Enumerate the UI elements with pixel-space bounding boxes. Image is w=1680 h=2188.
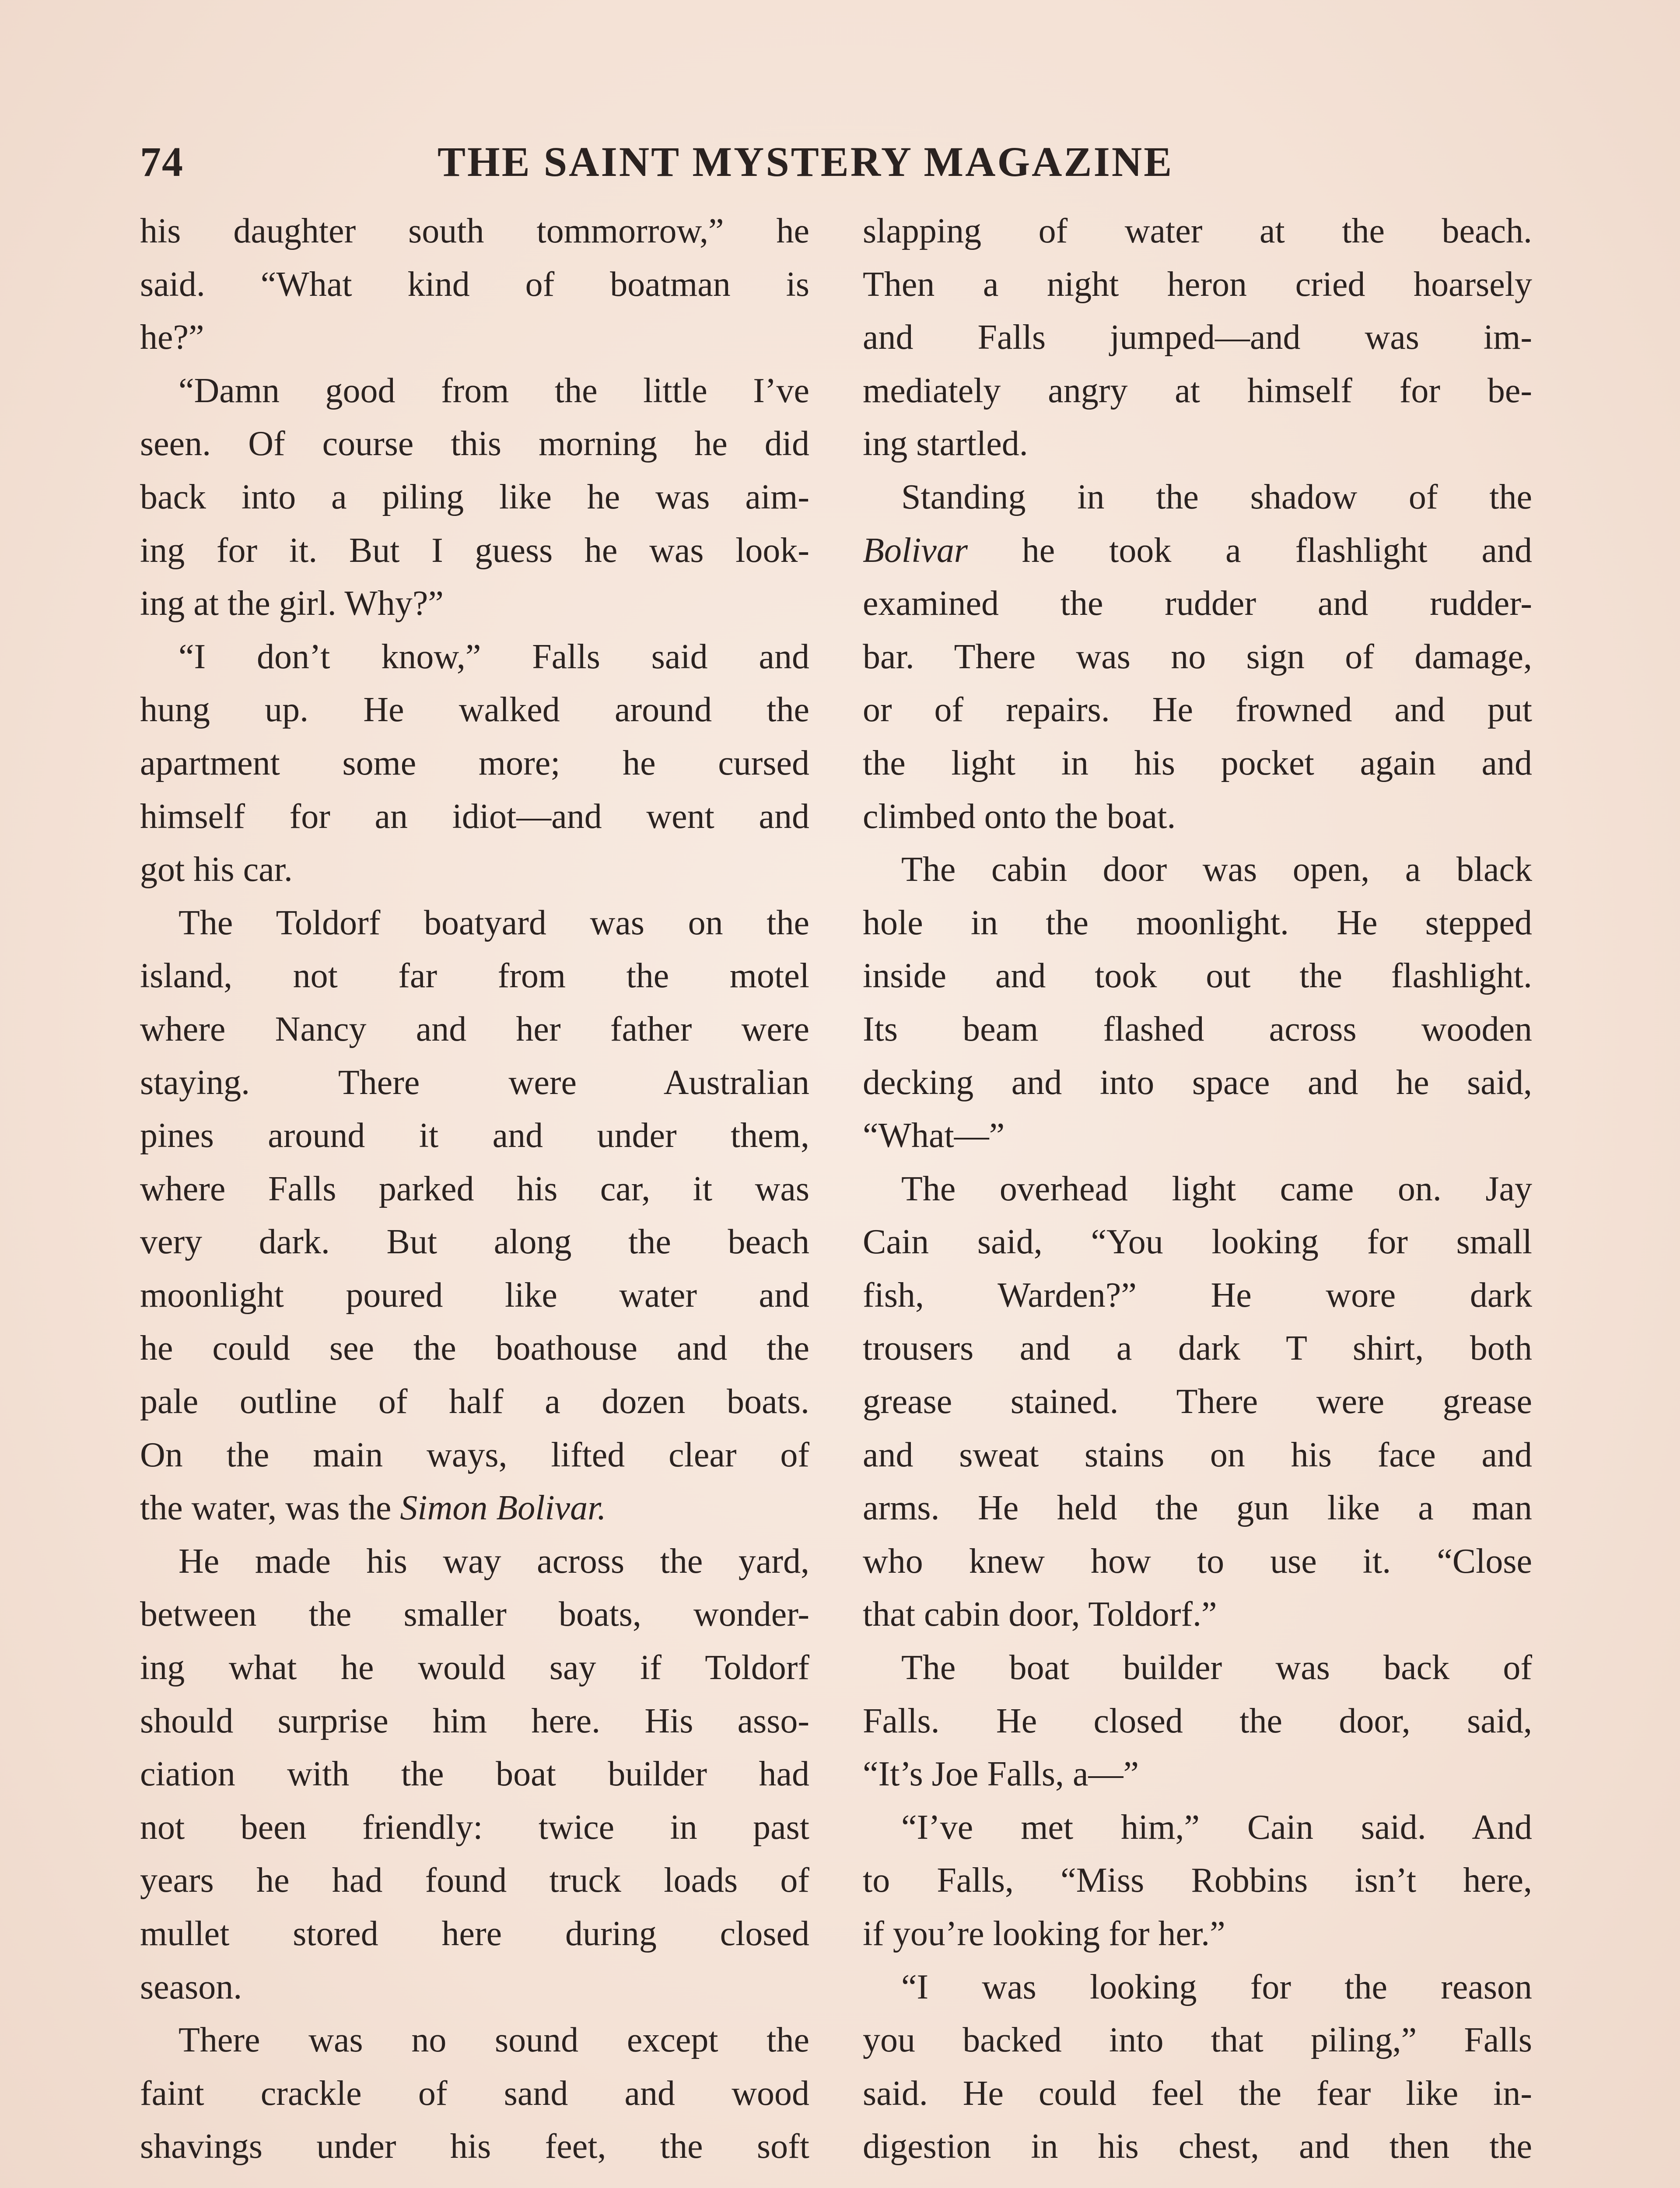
text-line: mediately angry at himself for be-: [863, 371, 1532, 410]
text-line: climbed onto the boat.: [863, 797, 1176, 836]
text-line: and Falls jumped—and was im-: [863, 318, 1532, 357]
text-line: he could see the boathouse and the: [140, 1329, 809, 1368]
text-run: he took a flashlight and: [967, 531, 1532, 570]
text-line: ing what he would say if Toldorf: [140, 1648, 809, 1687]
boat-name: Simon Bolivar.: [400, 1489, 606, 1528]
text-line: examined the rudder and rudder-: [863, 584, 1532, 623]
text-line: Falls. He closed the door, said,: [863, 1701, 1532, 1740]
text-line: “Damn good from the little I’ve: [178, 371, 809, 410]
text-line: Its beam flashed across wooden: [863, 1010, 1532, 1048]
text-line: said. He could feel the fear like in-: [863, 2074, 1532, 2113]
text-line: mullet stored here during closed: [140, 1914, 809, 1953]
text-line: ing for it. But I guess he was look-: [140, 531, 809, 570]
text-line: hole in the moonlight. He stepped: [863, 903, 1532, 942]
text-line: back into a piling like he was aim-: [140, 477, 809, 516]
text-line: Cain said, “You looking for small: [863, 1223, 1532, 1262]
boat-name: Bolivar: [863, 531, 968, 570]
text-line: He made his way across the yard,: [178, 1542, 809, 1581]
page-number: 74: [140, 138, 184, 185]
text-line: where Nancy and her father were: [140, 1010, 809, 1048]
text-line: “I was looking for the reason: [901, 1967, 1532, 2006]
text-line: bar. There was no sign of damage,: [863, 637, 1532, 676]
text-line: pines around it and under them,: [140, 1116, 809, 1155]
magazine-title: THE SAINT MYSTERY MAGAZINE: [438, 138, 1174, 185]
text-line: [140, 1482, 809, 1535]
text-line: faint crackle of sand and wood: [140, 2074, 809, 2113]
text-line: decking and into space and he said,: [863, 1063, 1532, 1102]
text-line: The boat builder was back of: [901, 1648, 1532, 1687]
text-line: grease stained. There were grease: [863, 1382, 1532, 1421]
text-line: ing at the girl. Why?”: [140, 584, 444, 623]
text-line: if you’re looking for her.”: [863, 1914, 1225, 1953]
text-line: to Falls, “Miss Robbins isn’t here,: [863, 1861, 1532, 1900]
text-line: Standing in the shadow of the: [901, 477, 1532, 516]
text-line: he?”: [140, 318, 204, 357]
text-line: got his car.: [140, 850, 293, 889]
page-header: [140, 131, 1540, 193]
text-line: who knew how to use it. “Close: [863, 1542, 1532, 1581]
text-line: hung up. He walked around the: [140, 691, 809, 729]
text-line: inside and took out the flashlight.: [863, 957, 1532, 996]
text-line: There was no sound except the: [178, 2021, 809, 2060]
text-line: fish, Warden?” He wore dark: [863, 1276, 1532, 1315]
text-line: The cabin door was open, a black: [901, 850, 1532, 889]
text-line: seen. Of course this morning he did: [140, 424, 809, 463]
text-line: The Toldorf boatyard was on the: [178, 903, 809, 942]
text-line: years he had found truck loads of: [140, 1861, 809, 1900]
text-line: the light in his pocket again and: [863, 743, 1532, 782]
text-line: or of repairs. He frowned and put: [863, 691, 1532, 729]
text-line: island, not far from the motel: [140, 957, 809, 996]
text-line: and sweat stains on his face and: [863, 1435, 1532, 1474]
text-run: the water, was the: [140, 1489, 400, 1528]
text-line: digestion in his chest, and then the: [863, 2127, 1532, 2166]
text-line: pale outline of half a dozen boats.: [140, 1382, 809, 1421]
text-line: you backed into that piling,” Falls: [863, 2021, 1532, 2060]
text-line: not been friendly: twice in past: [140, 1808, 809, 1847]
text-line: moonlight poured like water and: [140, 1276, 809, 1315]
text-line: between the smaller boats, wonder-: [140, 1595, 809, 1634]
text-line: [863, 524, 1532, 578]
text-line: Then a night heron cried hoarsely: [863, 265, 1532, 304]
left-column: [140, 205, 809, 2174]
text-line: very dark. But along the beach: [140, 1223, 809, 1262]
text-line: trousers and a dark T shirt, both: [863, 1329, 1532, 1368]
text-line: his daughter south tommorrow,” he: [140, 212, 809, 250]
text-line: The overhead light came on. Jay: [901, 1169, 1532, 1208]
text-line: where Falls parked his car, it was: [140, 1169, 809, 1208]
text-line: should surprise him here. His asso-: [140, 1701, 809, 1740]
text-line: himself for an idiot—and went and: [140, 797, 809, 836]
text-line: that cabin door, Toldorf.”: [863, 1595, 1217, 1634]
text-line: “It’s Joe Falls, a—”: [863, 1755, 1139, 1794]
text-line: slapping of water at the beach.: [863, 212, 1532, 250]
text-line: ing startled.: [863, 424, 1028, 463]
text-line: said. “What kind of boatman is: [140, 265, 809, 304]
text-line: On the main ways, lifted clear of: [140, 1435, 809, 1474]
text-line: “I’ve met him,” Cain said. And: [901, 1808, 1532, 1847]
text-line: arms. He held the gun like a man: [863, 1489, 1532, 1528]
text-line: season.: [140, 1967, 242, 2006]
text-line: ciation with the boat builder had: [140, 1755, 809, 1794]
text-line: shavings under his feet, the soft: [140, 2127, 809, 2166]
text-line: “What—”: [863, 1116, 1005, 1155]
text-line: staying. There were Australian: [140, 1063, 809, 1102]
text-line: “I don’t know,” Falls said and: [178, 637, 809, 676]
right-column: [863, 205, 1532, 2174]
text-line: apartment some more; he cursed: [140, 743, 809, 782]
